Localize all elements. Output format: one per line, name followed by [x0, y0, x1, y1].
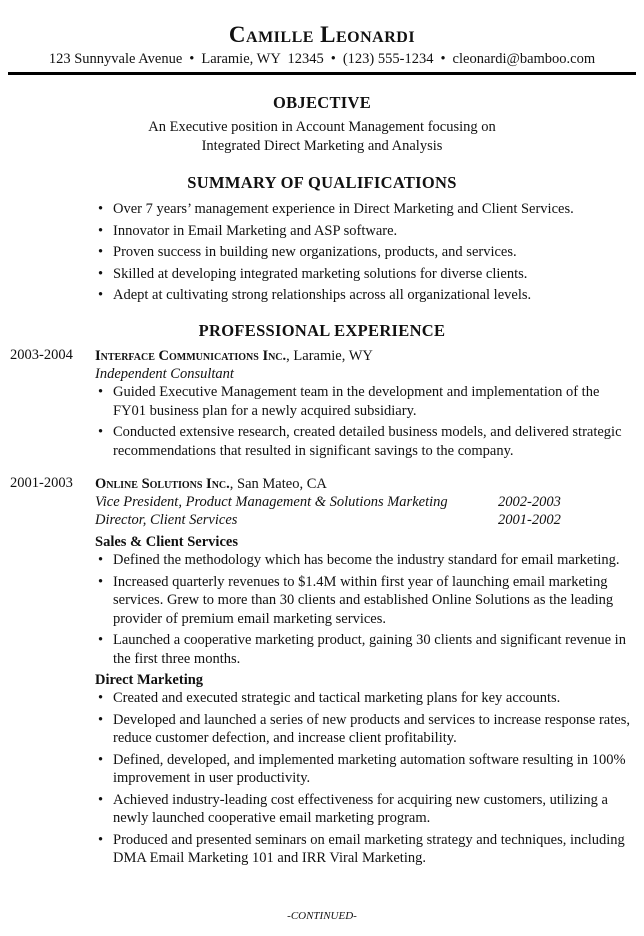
- role-dates: 2001-2002: [498, 512, 561, 528]
- city: Laramie, WY 12345: [201, 51, 324, 67]
- address: 123 Sunnyvale Avenue: [48, 51, 183, 67]
- location: , San Mateo, CA: [229, 476, 327, 492]
- objective-heading: OBJECTIVE: [272, 93, 372, 112]
- list-item: • Over 7 years’ management experience in Direct Marketing and Client Services.: [95, 200, 635, 219]
- continued-marker: -CONTINUED-: [287, 910, 357, 922]
- list-item: • Created and executed strategic and tactical marketing plans for key accounts.: [95, 689, 635, 708]
- list-item: • Defined the methodology which has become the industry standard for email marketing.: [95, 551, 635, 570]
- list-item: • Conducted extensive research, created detailed business models, and delivered strategic recommendations that resulted in significant savings to the company.: [95, 423, 635, 460]
- list-item: • Produced and presented seminars on email marketing strategy and techniques, including DMA Email Marketing 101 and IRR Viral Marketing.: [95, 831, 635, 868]
- job-title: Independent Consultant: [95, 366, 234, 382]
- candidate-name: Camille Leonardi: [228, 22, 416, 47]
- job-entry: [95, 347, 635, 463]
- role-dates: 2002-2003: [498, 494, 561, 510]
- separator-dot: •: [440, 51, 446, 67]
- role-title: Director, Client Services: [95, 512, 238, 528]
- list-item: • Guided Executive Management team in the development and implementation of the FY01 business plan for a newly acquired subsidiary.: [95, 383, 635, 420]
- list-item: • Achieved industry-leading cost effectiveness for acquiring new customers, utilizing a newly launched cooperative email marketing program.: [95, 791, 635, 828]
- list-item: • Developed and launched a series of new products and services to increase response rates, reduce customer defection, and increase client profitability.: [95, 711, 635, 748]
- summary-heading: SUMMARY OF QUALIFICATIONS: [187, 173, 457, 192]
- list-item: • Defined, developed, and implemented marketing automation software resulting in 100% improvement in user productivity.: [95, 751, 635, 788]
- email: cleonardi@bamboo.com: [452, 51, 596, 67]
- experience-heading: PROFESSIONAL EXPERIENCE: [198, 321, 446, 340]
- summary-list: [95, 200, 635, 308]
- location: , Laramie, WY: [286, 348, 373, 364]
- objective-text: [0, 118, 644, 156]
- list-item: • Increased quarterly revenues to $1.4M within first year of launching email marketing services. Grew to more than 30 clients and established Online Solutions as the leading provider of premium email marketing services.: [95, 573, 635, 629]
- job-entry: [95, 475, 635, 871]
- separator-dot: •: [189, 51, 195, 67]
- job-dates: 2003-2004: [10, 347, 73, 363]
- company: Online Solutions Inc.: [95, 476, 230, 492]
- list-item: • Proven success in building new organizations, products, and services.: [95, 243, 635, 262]
- separator-dot: •: [330, 51, 336, 67]
- job-dates: 2001-2003: [10, 475, 73, 491]
- section-heading: Direct Marketing: [95, 672, 204, 688]
- objective-line: Integrated Direct Marketing and Analysis: [201, 138, 443, 154]
- list-item: • Adept at cultivating strong relationships across all organizational levels.: [95, 286, 635, 305]
- contact-line: [0, 51, 644, 68]
- list-item: • Skilled at developing integrated marketing solutions for diverse clients.: [95, 265, 635, 284]
- list-item: • Innovator in Email Marketing and ASP software.: [95, 222, 635, 241]
- section-heading: Sales & Client Services: [95, 534, 238, 550]
- role-title: Vice President, Product Management & Solutions Marketing: [95, 494, 448, 510]
- list-item: • Launched a cooperative marketing product, gaining 30 clients and significant revenue in the first three months.: [95, 631, 635, 668]
- objective-line: An Executive position in Account Management focusing on: [148, 119, 496, 135]
- phone: (123) 555-1234: [342, 51, 434, 67]
- company: Interface Communications Inc.: [95, 348, 287, 364]
- header-rule: [8, 72, 636, 75]
